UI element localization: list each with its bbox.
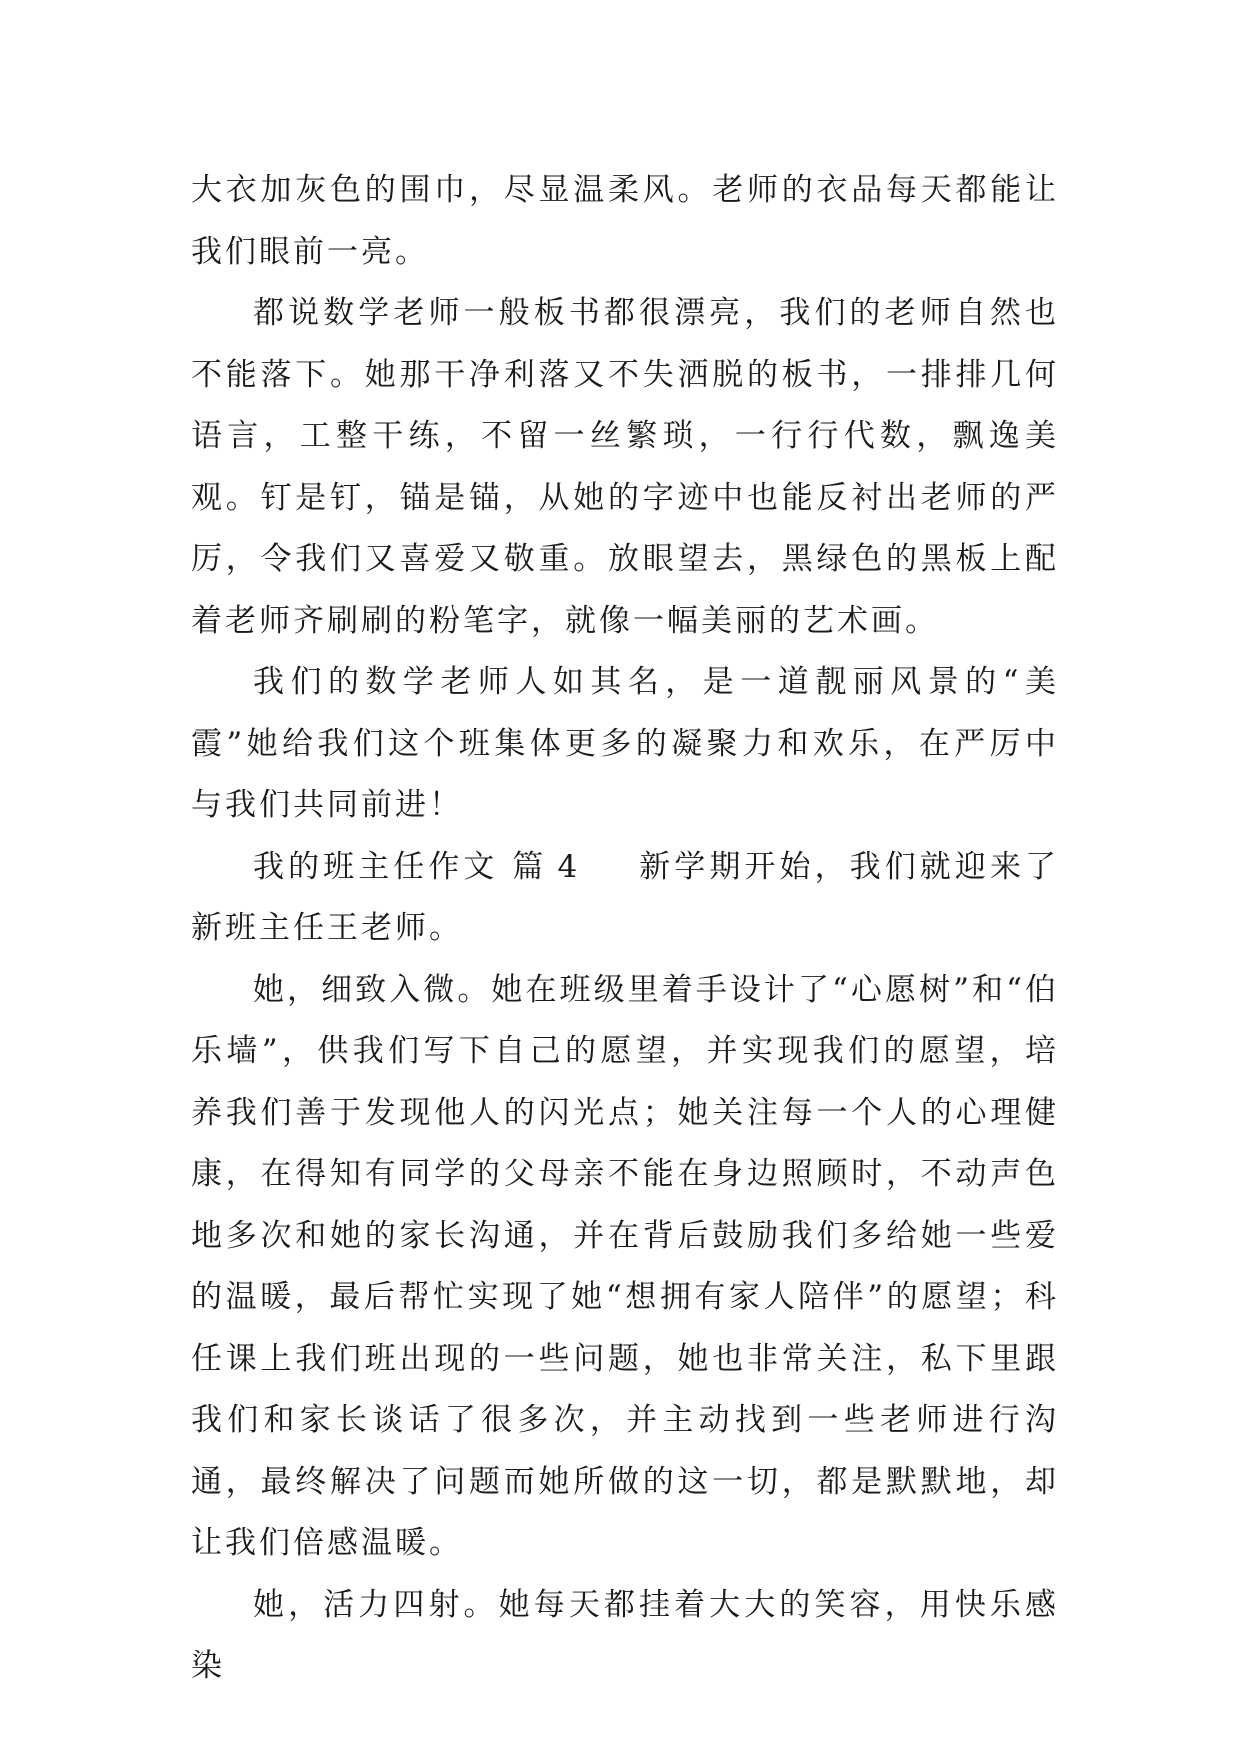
- section-label: 篇: [512, 848, 548, 885]
- section-title: 我的班主任作文: [253, 848, 499, 885]
- essay-body: [191, 160, 1059, 1698]
- paragraph-4: 她，细致入微。她在班级里着手设计了“心愿树”和“伯乐墙”，供我们写下自己的愿望，并实现我们的愿望，培养我们善于发现他人的闪光点；她关注每一个人的心理健康，在得知有同学的父母亲不能在身边照顾时，不动声色地多次和她的家长沟通，并在背后鼓励我们多给她一些爱的温暖，最后帮忙实现了她“想拥有家人陪伴”的愿望；科任课上我们班出现的一些问题，她也非常关注，私下里跟我们和家长谈话了很多次，并主动找到一些老师进行沟通，最终解决了问题而她所做的这一切，都是默默地，却让我们倍感温暖。: [191, 971, 1059, 1561]
- section-number: 4: [557, 848, 581, 885]
- paragraph-3: 我们的数学老师人如其名，是一道靓丽风景的“美霞”她给我们这个班集体更多的凝聚力和欢乐，在严厉中与我们共同前进！: [191, 664, 1059, 823]
- paragraph-5: 她，活力四射。她每天都挂着大大的笑容，用快乐感染: [191, 1586, 1059, 1684]
- paragraph-2: 都说数学老师一般板书都很漂亮，我们的老师自然也不能落下。她那干净利落又不失洒脱的板书，一排排几何语言，工整干练，不留一丝繁琐，一行行代数，飘逸美观。钉是钉，锚是锚，从她的字迹中也能反衬出老师的严厉，令我们又喜爱又敬重。放眼望去，黑绿色的黑板上配着老师齐刷刷的粉笔字，就像一幅美丽的艺术画。: [191, 295, 1059, 639]
- paragraph-1: 大衣加灰色的围巾，尽显温柔风。老师的衣品每天都能让我们眼前一亮。: [191, 172, 1059, 270]
- section-heading-paragraph: [191, 837, 1059, 960]
- section-lead: 新学期开始，我们就迎来了新班主任王老师。: [191, 848, 1060, 946]
